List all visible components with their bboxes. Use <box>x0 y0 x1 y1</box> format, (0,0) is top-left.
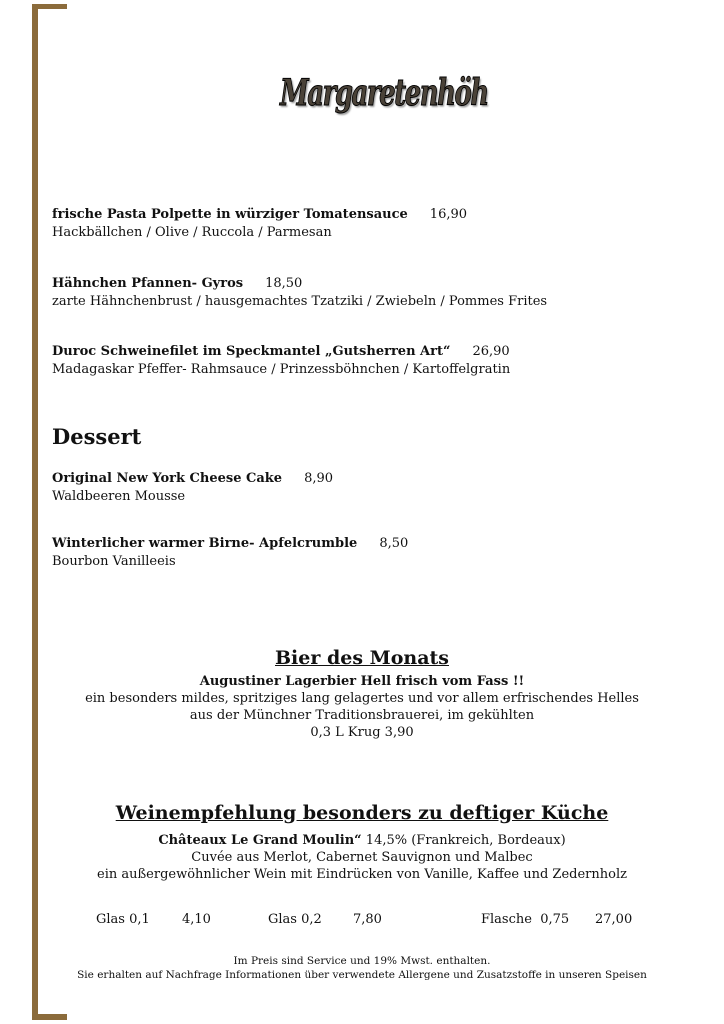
wine-price: 7,80 <box>353 912 382 927</box>
item-name: frische Pasta Polpette in würziger Tomatensauce <box>52 207 408 222</box>
wine-heading: Weinempfehlung besonders zu deftiger Küche <box>115 802 609 824</box>
wine-price: 4,10 <box>182 912 211 927</box>
wine-name: Châteaux Le Grand Moulin“ <box>158 833 362 848</box>
item-name: Hähnchen Pfannen- Gyros <box>52 276 244 291</box>
wine-line: ein außergewöhnlicher Wein mit Eindrücken von Vanille, Kaffee und Zedernholz <box>97 867 627 882</box>
item-price: 8,90 <box>304 471 334 486</box>
footer-line: Sie erhalten auf Nachfrage Informationen über verwendete Allergene und Zusatzstoffe in unseren Speisen <box>77 969 647 981</box>
menu-item <box>52 206 467 242</box>
restaurant-logo: Margaretenhöh <box>280 72 488 114</box>
item-name: Winterlicher warmer Birne- Apfelcrumble <box>52 536 358 551</box>
item-price: 16,90 <box>429 207 468 222</box>
item-description: Bourbon Vanilleeis <box>52 554 176 569</box>
item-name: Original New York Cheese Cake <box>52 471 283 486</box>
item-description: Madagaskar Pfeffer- Rahmsauce / Prinzessböhnchen / Kartoffelgratin <box>52 362 511 377</box>
wine-price-label: Glas 0,1 <box>96 912 150 927</box>
item-price: 26,90 <box>472 344 510 359</box>
footer-line: Im Preis sind Service und 19% Mwst. enthalten. <box>233 955 491 967</box>
beer-heading: Bier des Monats <box>275 647 449 669</box>
wine-section <box>40 802 684 883</box>
menu-item <box>52 275 547 311</box>
beer-name: Augustiner Lagerbier Hell frisch vom Fass !! <box>199 674 525 689</box>
wine-price-label: Glas 0,2 <box>268 912 322 927</box>
wine-price: 27,00 <box>595 912 633 927</box>
item-price: 18,50 <box>265 276 303 291</box>
item-description: Hackbällchen / Olive / Ruccola / Parmesan <box>52 225 332 240</box>
beer-price: 0,3 L Krug 3,90 <box>310 725 414 740</box>
beer-line: aus der Münchner Traditionsbrauerei, im gekühlten <box>189 708 535 723</box>
wine-price-label: Flasche 0,75 <box>481 912 570 927</box>
menu-item <box>52 343 510 379</box>
wine-line: Cuvée aus Merlot, Cabernet Sauvignon und Malbec <box>191 850 533 865</box>
item-description: zarte Hähnchenbrust / hausgemachtes Tzatziki / Zwiebeln / Pommes Frites <box>52 294 548 309</box>
footer-note <box>40 954 684 982</box>
item-price: 8,50 <box>379 536 409 551</box>
item-name: Duroc Schweinefilet im Speckmantel „Gutsherren Art“ <box>52 344 451 359</box>
beer-line: ein besonders mildes, spritziges lang gelagertes und vor allem erfrischendes Helles <box>85 691 639 706</box>
dessert-heading: Dessert <box>52 424 142 449</box>
beer-section <box>40 647 684 741</box>
frame-border-left <box>32 5 38 1019</box>
item-description: Waldbeeren Mousse <box>52 489 186 504</box>
menu-item <box>52 470 333 506</box>
frame-border-bottom <box>32 1014 67 1020</box>
wine-detail: 14,5% (Frankreich, Bordeaux) <box>361 833 566 848</box>
menu-item <box>52 535 408 571</box>
